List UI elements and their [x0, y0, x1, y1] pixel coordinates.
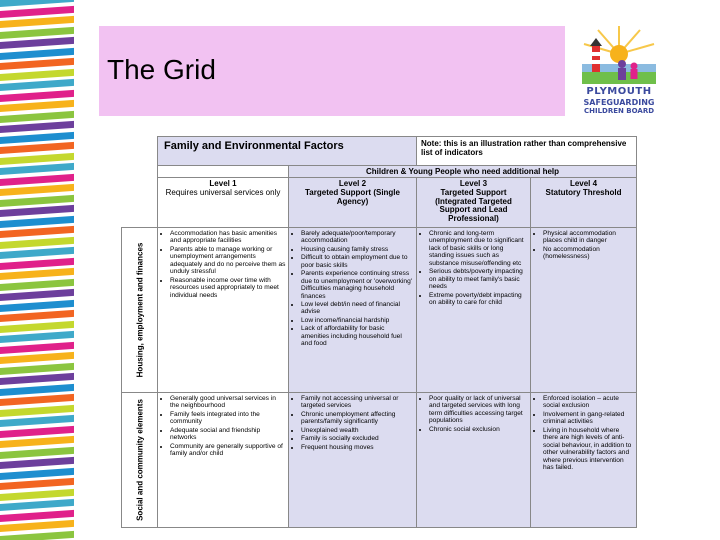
decorative-stripe [0, 310, 74, 322]
row-social-level-3 [417, 393, 531, 528]
grid-bullet-item: • Family is socially excluded [301, 435, 414, 442]
grid-bullet-item: • Poor quality or lack of universal and targeted services with long term difficulties accessing target populations [429, 395, 528, 425]
grid-bullet-item: • Adequate social and friendship networks [170, 427, 286, 442]
grid-bullet-item: • Physical accommodation places child in danger [543, 230, 634, 245]
level-1-label: Level 1 [209, 179, 237, 188]
grid-table-image [121, 136, 636, 520]
level-1-header [158, 178, 289, 228]
grid-bullet-item: • Housing causing family stress [301, 246, 414, 253]
decorative-stripe [0, 331, 74, 343]
decorative-stripes [0, 0, 74, 540]
decorative-stripe [0, 58, 74, 70]
grid-bullet-item: • Difficult to obtain employment due to poor basic skills [301, 254, 414, 269]
grid-bullet-item: • Parents experience continuing stress due to unemployment or 'overworking' Difficulties managing household finances [301, 270, 414, 300]
grid-table [121, 136, 637, 528]
row-social-level-2 [289, 393, 417, 528]
grid-bullet-item: • Extreme poverty/debt impacting on ability to care for child [429, 292, 528, 307]
table-header-title: Family and Environmental Factors [158, 137, 417, 166]
decorative-stripe [0, 163, 74, 175]
decorative-stripe [0, 394, 74, 406]
grid-bullet-item: • No accommodation (homelessness) [543, 246, 634, 261]
row-social-level-1 [158, 393, 289, 528]
logo-emblem-icon [578, 24, 660, 86]
grid-bullet-item: • Low level debt/in need of financial advise [301, 301, 414, 316]
grid-bullet-item: • Chronic unemployment affecting parents/family significantly [301, 411, 414, 426]
grid-bullet-item: • Living in household where there are high levels of anti-social behaviour, in addition to other vulnerability factors and where previous intervention has failed. [543, 427, 634, 472]
grid-bullet-item: • Chronic social exclusion [429, 426, 528, 433]
table-subheader: Children & Young People who need additional help [289, 166, 637, 178]
row-housing-level-2 [289, 228, 417, 393]
decorative-stripe [0, 478, 74, 490]
logo-text-plymouth: PLYMOUTH [586, 86, 652, 97]
level-2-header [289, 178, 417, 228]
decorative-stripe [0, 530, 74, 540]
row-label-housing [122, 228, 158, 393]
row-housing-level-1 [158, 228, 289, 393]
decorative-stripe [0, 289, 74, 301]
decorative-stripe [0, 121, 74, 133]
grid-bullet-item: • Involvement in gang-related criminal activities [543, 411, 634, 426]
level-2-desc: Targeted Support (Single Agency) [305, 187, 400, 206]
level-3-header [417, 178, 531, 228]
slide-title: The Grid [107, 54, 216, 85]
table-subheader-empty [158, 166, 289, 178]
decorative-stripe [0, 226, 74, 238]
decorative-stripe [0, 436, 74, 448]
decorative-stripe [0, 205, 74, 217]
grid-bullet-item: • Family feels integrated into the community [170, 411, 286, 426]
grid-bullet-item: • Community are generally supportive of family and/or child [170, 443, 286, 458]
decorative-stripe [0, 268, 74, 280]
grid-bullet-item: • Serious debts/poverty impacting on ability to meet family's basic needs [429, 268, 528, 290]
level-2-label: Level 2 [338, 179, 367, 188]
grid-bullet-item: • Family not accessing universal or targeted services [301, 395, 414, 410]
decorative-stripe [0, 415, 74, 427]
grid-bullet-item: • Frequent housing moves [301, 444, 414, 451]
level-4-desc: Statutory Threshold [545, 187, 622, 197]
logo-text-children-board: CHILDREN BOARD [583, 107, 655, 115]
level-4-header [531, 178, 637, 228]
grid-bullet-item: • Enforced isolation – acute social exclusion [543, 395, 634, 410]
grid-bullet-item: • Unexplained wealth [301, 427, 414, 434]
decorative-stripe [0, 37, 74, 49]
decorative-stripe [0, 457, 74, 469]
decorative-stripe [0, 352, 74, 364]
level-1-desc: Requires universal services only [165, 187, 281, 197]
grid-bullet-item: • Lack of affordability for basic amenities including household fuel and food [301, 325, 414, 347]
row-housing-level-3 [417, 228, 531, 393]
row-label-social-text: Social and community elements [135, 399, 144, 521]
plymouth-safeguarding-logo [578, 24, 660, 118]
grid-bullet-item: • Parents able to manage working or unemployment arrangements adequately and do no perceive them as unduly stressful [170, 246, 286, 276]
level-3-label: Level 3 [459, 179, 488, 188]
grid-bullet-item: • Reasonable income over time with resources used appropriately to meet individual needs [170, 277, 286, 299]
grid-bullet-item: • Accommodation has basic amenities and appropriate facilities [170, 230, 286, 245]
row-social-level-4 [531, 393, 637, 528]
decorative-stripe [0, 520, 74, 532]
row-label-social [122, 393, 158, 528]
decorative-stripe [0, 184, 74, 196]
decorative-stripe [0, 499, 74, 511]
table-corner [122, 137, 158, 228]
decorative-stripe [0, 16, 74, 28]
row-housing-level-4 [531, 228, 637, 393]
grid-bullet-item: • Low income/financial hardship [301, 317, 414, 324]
decorative-stripe [0, 79, 74, 91]
table-header-note: Note: this is an illustration rather than comprehensive list of indicators [417, 137, 637, 166]
title-bar [99, 26, 565, 116]
row-label-housing-text: Housing, employment and finances [135, 242, 144, 378]
logo-text-safeguarding: SAFEGUARDING [583, 98, 655, 107]
level-4-label: Level 4 [569, 179, 598, 188]
decorative-stripe [0, 373, 74, 385]
decorative-stripe [0, 100, 74, 112]
level-3-desc: Targeted Support (Integrated Targeted Support and Lead Professional) [435, 187, 512, 224]
grid-bullet-item: • Generally good universal services in the neighbourhood [170, 395, 286, 410]
grid-bullet-item: • Chronic and long-term unemployment due to significant lack of basic skills or long standing issues such as substance misuse/offending etc [429, 230, 528, 267]
grid-bullet-item: • Barely adequate/poor/temporary accommodation [301, 230, 414, 245]
decorative-stripe [0, 247, 74, 259]
decorative-stripe [0, 142, 74, 154]
